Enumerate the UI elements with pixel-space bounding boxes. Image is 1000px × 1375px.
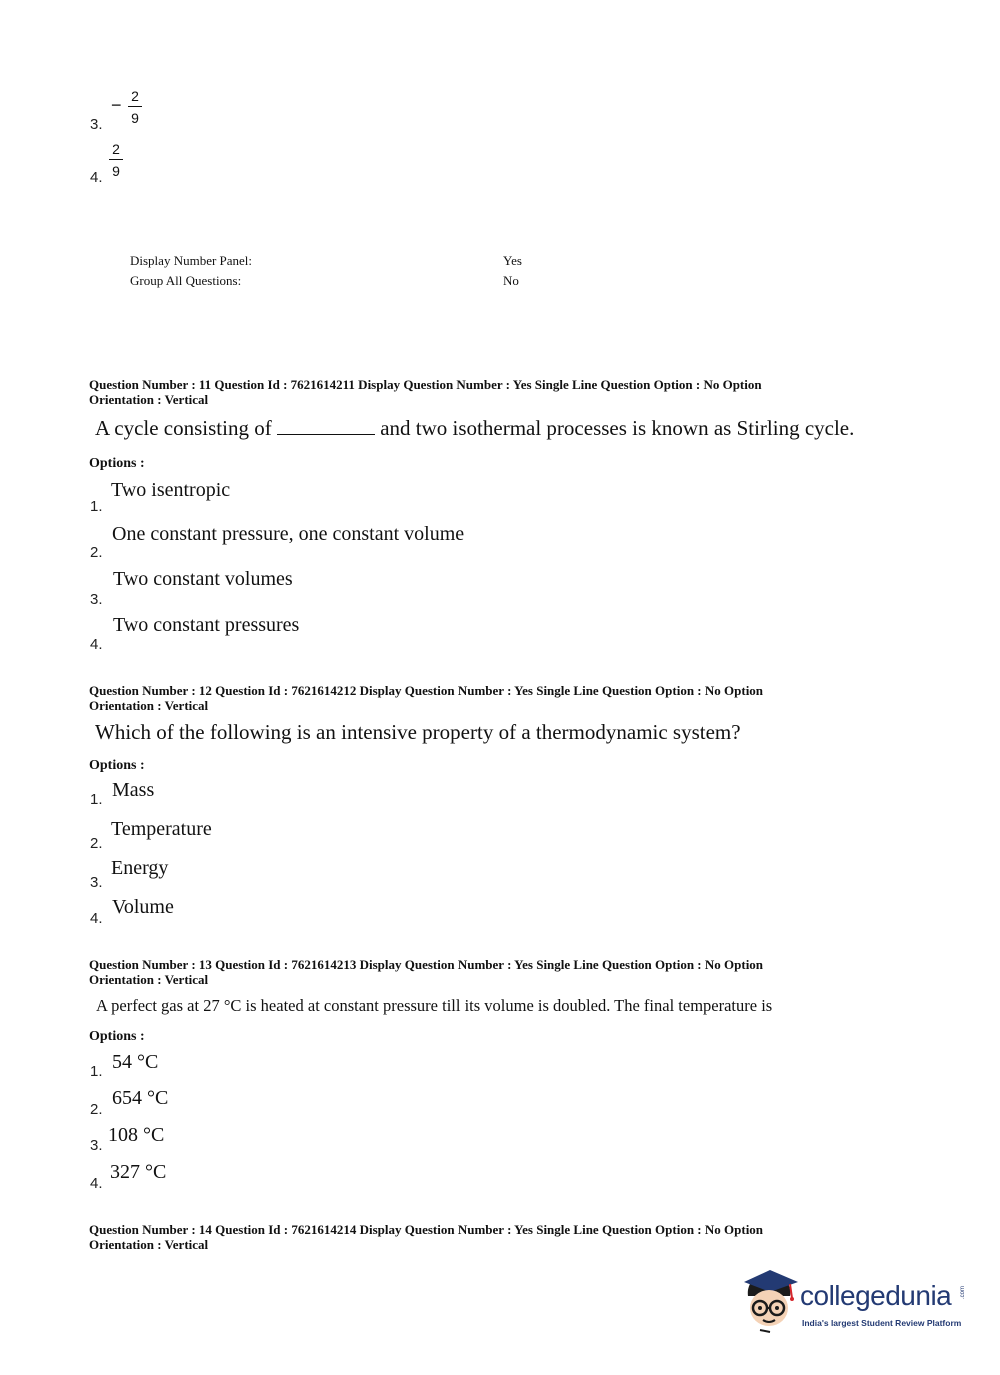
question-text: Which of the following is an intensive property of a thermodynamic system? (95, 720, 741, 744)
option-number: 2. (90, 835, 103, 852)
question-text (95, 416, 854, 441)
fraction (128, 88, 142, 126)
option-text: Temperature (111, 818, 212, 840)
option-text: 654 °C (112, 1087, 169, 1109)
option-number: 4. (90, 910, 103, 927)
setting-label: Display Number Panel: (130, 253, 253, 268)
question-header-line: Question Number : 12 Question Id : 7621614212 Display Question Number : Yes Single Line Question Option : No Option (89, 683, 764, 698)
option-number: 4. (90, 169, 103, 186)
fraction-denominator: 9 (112, 163, 120, 179)
question-header-line: Question Number : 11 Question Id : 7621614211 Display Question Number : Yes Single Line Question Option : No Option (89, 377, 762, 392)
fraction-bar (128, 106, 142, 107)
question-header-line: Question Number : 14 Question Id : 7621614214 Display Question Number : Yes Single Line Question Option : No Option (89, 1222, 764, 1237)
minus-sign: − (111, 95, 122, 115)
question-header (89, 683, 869, 713)
option-number: 2. (90, 544, 103, 561)
option-text: 108 °C (108, 1124, 165, 1146)
option-number: 4. (90, 636, 103, 653)
fraction (109, 141, 123, 179)
logo-dotcom: .com (960, 1286, 966, 1300)
option-number: 1. (90, 1063, 103, 1080)
option-number: 1. (90, 791, 103, 808)
question-text: A perfect gas at 27 °C is heated at constant pressure till its volume is doubled. The final temperature is (96, 996, 773, 1015)
option-text: One constant pressure, one constant volume (112, 523, 465, 545)
question-text-part: A cycle consisting of (95, 416, 272, 440)
option-text: Energy (111, 857, 169, 879)
question-header (89, 957, 869, 987)
logo-wordmark: collegedunia (800, 1280, 952, 1311)
options-label: Options : (89, 1029, 145, 1044)
option-text: 54 °C (112, 1051, 159, 1073)
option-text: Two constant pressures (113, 614, 300, 636)
question-header (89, 1222, 869, 1252)
fraction-bar (109, 159, 123, 160)
setting-value: Yes (503, 253, 522, 268)
question-header-line: Orientation : Vertical (89, 972, 209, 987)
fraction-numerator: 2 (131, 88, 139, 104)
options-label: Options : (89, 456, 145, 471)
setting-value: No (503, 273, 519, 288)
option-number: 3. (90, 591, 103, 608)
option-number: 3. (90, 116, 103, 133)
option-text: Mass (112, 779, 155, 801)
logo-tagline: India's largest Student Review Platform (802, 1318, 962, 1328)
option-text: Volume (112, 896, 174, 918)
question-header (89, 377, 869, 407)
mascot-icon (740, 1268, 800, 1334)
question-header-line: Question Number : 13 Question Id : 7621614213 Display Question Number : Yes Single Line Question Option : No Option (89, 957, 764, 972)
option-number: 3. (90, 1137, 103, 1154)
option-number: 2. (90, 1101, 103, 1118)
question-text-part: and two isothermal processes is known as Stirling cycle. (380, 416, 855, 440)
fraction-numerator: 2 (112, 141, 120, 157)
question-header-line: Orientation : Vertical (89, 392, 209, 407)
option-text: 327 °C (110, 1161, 167, 1183)
fraction-denominator: 9 (131, 110, 139, 126)
fill-in-blank (277, 420, 375, 435)
option-number: 4. (90, 1175, 103, 1192)
question-header-line: Orientation : Vertical (89, 1237, 209, 1252)
options-label: Options : (89, 758, 145, 773)
option-number: 1. (90, 498, 103, 515)
option-text: Two isentropic (111, 479, 231, 501)
collegedunia-logo (740, 1268, 980, 1338)
question-header-line: Orientation : Vertical (89, 698, 209, 713)
option-number: 3. (90, 874, 103, 891)
setting-label: Group All Questions: (130, 273, 242, 288)
option-text: Two constant volumes (113, 568, 293, 590)
